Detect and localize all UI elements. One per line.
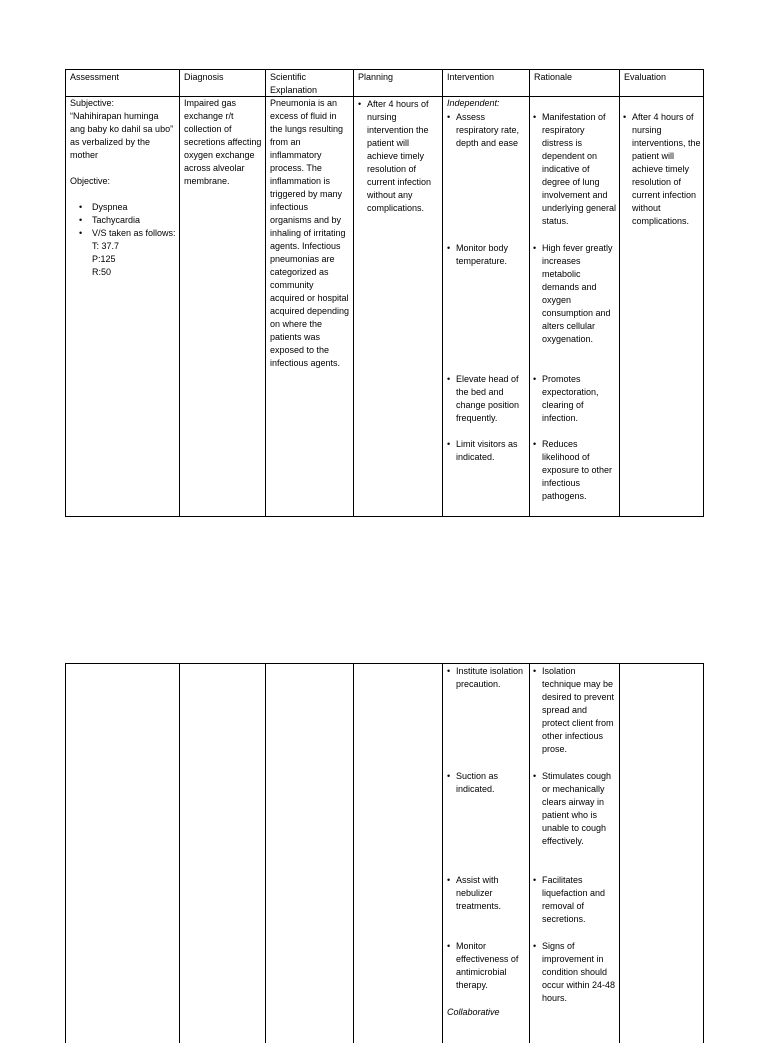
rationale-text: Reduces likelihood of exposure to other infectious pathogens.	[542, 439, 613, 501]
intervention-item	[447, 373, 527, 425]
column-divider	[265, 664, 266, 1043]
column-divider	[529, 664, 530, 1043]
list-item: • V/S taken as follows:	[92, 227, 176, 240]
column-divider	[179, 664, 180, 1043]
bullet-icon: •	[533, 666, 537, 676]
column-divider	[353, 70, 354, 516]
header-intervention: Intervention	[447, 72, 495, 82]
vital-respiration: R:50	[92, 267, 112, 277]
rationale-item	[533, 665, 617, 756]
intervention-item	[447, 665, 527, 691]
assessment-cell	[67, 97, 179, 279]
bullet-icon: •	[533, 243, 537, 253]
rationale-text: Manifestation of respiratory distress is dependent on indicative of degree of lung involvement and underlying general status.	[542, 112, 617, 226]
header-evaluation: Evaluation	[624, 72, 667, 82]
header-scientific-explanation: Scientific Explanation	[270, 72, 318, 95]
column-divider	[353, 664, 354, 1043]
planning-text: After 4 hours of nursing intervention the patient will achieve timely resolution of current infection without any complications.	[367, 99, 432, 213]
evaluation-bullet	[623, 111, 701, 228]
bullet-icon: •	[447, 439, 451, 449]
intervention-item	[447, 770, 527, 796]
bullet-icon: •	[623, 112, 627, 122]
header-planning: Planning	[358, 72, 394, 82]
rationale-item	[533, 111, 617, 228]
bullet-icon: •	[447, 374, 451, 384]
rationale-item	[533, 438, 617, 503]
subjective-label: Subjective:	[70, 98, 115, 108]
intervention-text: Limit visitors as indicated.	[456, 439, 518, 462]
column-divider	[265, 70, 266, 516]
rationale-item	[533, 874, 617, 926]
bullet-icon: •	[447, 941, 451, 951]
bullet-icon: •	[533, 439, 537, 449]
column-divider	[442, 70, 443, 516]
column-divider	[529, 70, 530, 516]
rationale-item	[533, 940, 617, 1005]
collaborative-label: Collaborative	[447, 1007, 500, 1017]
intervention-text: Elevate head of the bed and change position frequently.	[456, 374, 520, 423]
vital-temperature: T: 37.7	[92, 241, 120, 251]
list-item: • Dyspnea	[92, 201, 176, 214]
column-divider	[179, 70, 180, 516]
diagnosis-text: Impaired gas exchange r/t collection of secretions affecting oxygen exchange across alveolar membrane.	[184, 98, 262, 186]
intervention-item	[447, 438, 527, 464]
scientific-explanation-text: Pneumonia is an excess of fluid in the lungs resulting from an inflammatory process. The inflammation is triggered by many infectious organisms and by inhaling of irritating agents. Infectious pneumonias are categorized as community acquired or hospital acquired depending on where the patients was exposed to the infectious agents.	[270, 98, 350, 368]
bullet-icon: •	[447, 112, 451, 122]
bullet-icon: •	[447, 243, 451, 253]
bullet-icon: •	[533, 112, 537, 122]
intervention-text: Assist with nebulizer treatments.	[456, 875, 502, 911]
intervention-text: Monitor effectiveness of antimicrobial therapy.	[456, 941, 519, 990]
rationale-item	[533, 373, 617, 425]
bullet-icon: •	[533, 374, 537, 384]
bullet-icon: •	[358, 99, 362, 109]
rationale-text: Promotes expectoration, clearing of infection.	[542, 374, 599, 423]
independent-label: Independent:	[447, 98, 500, 108]
bullet-icon: •	[533, 771, 537, 781]
intervention-text: Institute isolation precaution.	[456, 666, 524, 689]
bullet-icon: •	[447, 875, 451, 885]
column-divider	[619, 70, 620, 516]
intervention-text: Suction as indicated.	[456, 771, 499, 794]
header-diagnosis: Diagnosis	[184, 72, 224, 82]
evaluation-text: After 4 hours of nursing interventions, the patient will achieve timely resolution of current infection without complications.	[632, 112, 701, 226]
rationale-text: Stimulates cough or mechanically clears airway in patient who is unable to cough effectively.	[542, 771, 612, 846]
intervention-item	[447, 111, 527, 150]
intervention-item	[447, 874, 527, 913]
vital-pulse: P:125	[92, 254, 116, 264]
intervention-text: Assess respiratory rate, depth and ease	[456, 112, 520, 148]
objective-list	[70, 201, 176, 279]
bullet-icon: •	[533, 941, 537, 951]
rationale-text: Isolation technique may be desired to prevent spread and protect client from other infectious prose.	[542, 666, 615, 754]
header-assessment: Assessment	[70, 72, 120, 82]
list-item: • Tachycardia	[92, 214, 176, 227]
bullet-icon: •	[447, 666, 451, 676]
rationale-item	[533, 770, 617, 848]
bullet-icon: •	[533, 875, 537, 885]
rationale-text: Facilitates liquefaction and removal of secretions.	[542, 875, 606, 924]
column-divider	[619, 664, 620, 1043]
subjective-text: “Nahihirapan huminga ang baby ko dahil sa ubo” as verbalized by the mother	[70, 111, 174, 160]
intervention-item	[447, 940, 527, 992]
rationale-text: Signs of improvement in condition should occur within 24-48 hours.	[542, 941, 616, 1003]
objective-label: Objective:	[70, 176, 111, 186]
planning-bullet	[358, 98, 440, 215]
bullet-icon: •	[447, 771, 451, 781]
intervention-text: Monitor body temperature.	[456, 243, 509, 266]
intervention-item	[447, 242, 527, 268]
header-rationale: Rationale	[534, 72, 573, 82]
vitals-block	[92, 240, 176, 279]
care-plan-table-2	[65, 663, 704, 1043]
rationale-text: High fever greatly increases metabolic demands and oxygen consumption and alters cellular oxygenation.	[542, 243, 613, 344]
care-plan-table-1	[65, 69, 704, 517]
rationale-item	[533, 242, 617, 346]
column-divider	[442, 664, 443, 1043]
